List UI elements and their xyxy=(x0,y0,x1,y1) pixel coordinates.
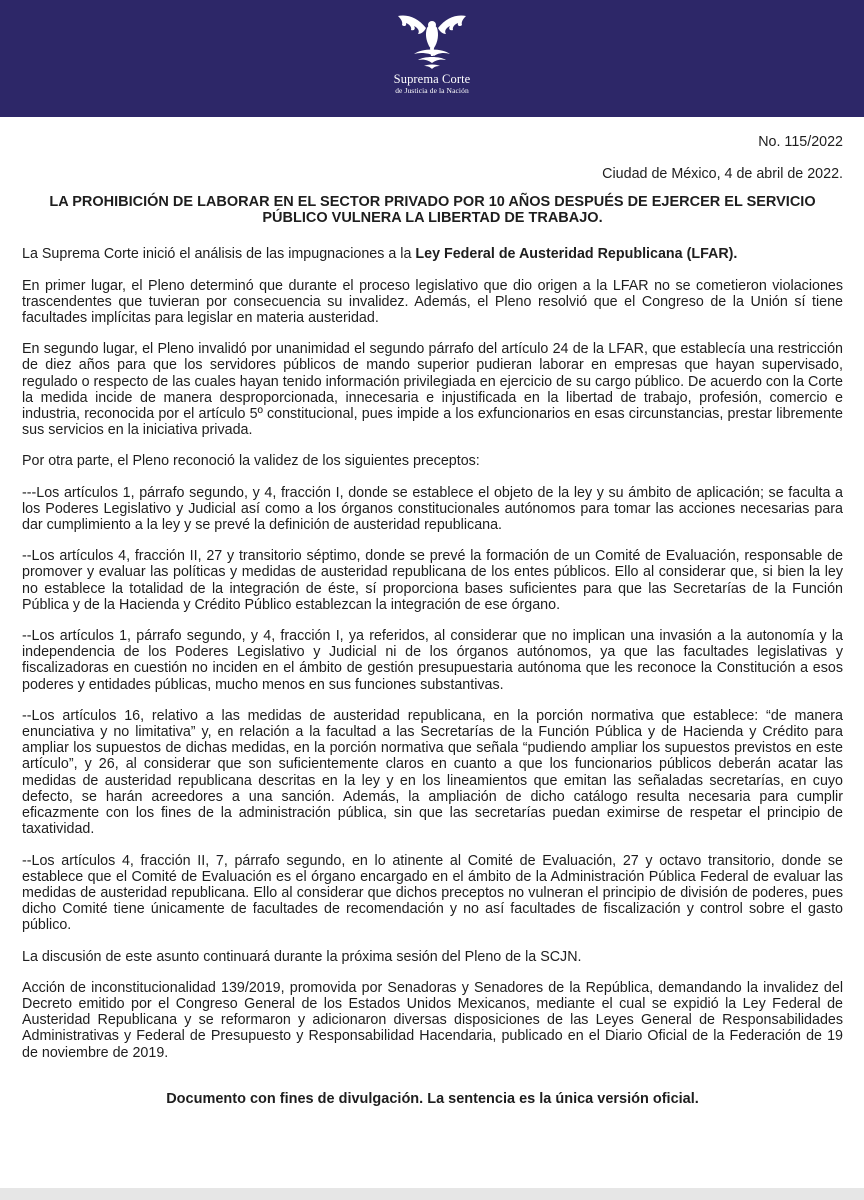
logo-subtitle: de Justicia de la Nación xyxy=(395,86,469,95)
paragraph-next-session: La discusión de este asunto continuará durante la próxima sesión del Pleno de la SCJN. xyxy=(22,948,582,965)
intro-law-name: Ley Federal de Austeridad Republicana (LFAR). xyxy=(415,246,738,263)
press-release-body xyxy=(22,126,843,1107)
release-date: Ciudad de México, 4 de abril de 2022. xyxy=(602,166,843,183)
paragraph-first-point: En primer lugar, el Pleno determinó que durante el proceso legislativo que dio origen a la LFAR no se cometieron violaciones trascendentes que tuvieran por consecuencia su invalidez. Además, el Pleno resolvió que el Congreso de la Unión sí tiene facultades implícitas para legislar en materia austeridad. xyxy=(22,277,843,327)
bottom-edge xyxy=(0,1188,864,1200)
paragraph-articles-1-4: ---Los artículos 1, párrafo segundo, y 4, fracción I, donde se establece el objeto de la ley y su ámbito de aplicación; se faculta a los Poderes Legislativo y Judicial así como a los órganos constitucionales autónomos para tomar las acciones necesarias para dar cumplimiento a la ley y se prevé la definición de austeridad republicana. xyxy=(22,484,843,534)
paragraph-article-16: --Los artículos 16, relativo a las medidas de austeridad republicana, en la porción normativa que establece: “de manera enunciativa y no limitativa” y, en relación a la facultad a las Secretarías de la Función Pública y de Hacienda y Crédito para ampliar los supuestos de dichas medidas, en la porción normativa que señala “pudiendo ampliar los supuestos previstos en este artículo”, y 26, al considerar que son suficientemente claros en cuanto a que los funcionarios públicos deberán acatar las medidas de austeridad republicana descritas en la ley y en los lineamientos que emitan las señaladas secretarías, en cuyo defecto, se harán acreedores a una sanción. Además, la ampliación de dicho catálogo resulta necesaria para cumplir eficazmente con los fines de la administración pública, sin que las secretarías puedan eximirse de respetar el principio de taxatividad. xyxy=(22,707,843,838)
intro-text: La Suprema Corte inició el análisis de las impugnaciones a la xyxy=(22,246,416,263)
paragraph-second-point: En segundo lugar, el Pleno invalidó por unanimidad el segundo párrafo del artículo 24 de la LFAR, que establecía una restricción de diez años para que los servidores públicos de mando superior pudieran laborar en empresas que hayan supervisado, regulado o respecto de las cuales hayan tenido información privilegiada en ejercicio de su cargo público. De acuerdo con la Corte la medida incide de manera desproporcionada, innecesaria e injustificada en la libertad de trabajo, profesión, comercio e industria, reconocida por el artículo 5º constitucional, pues impide a los exfuncionarios en esas circunstancias, prestar libremente sus servicios en la iniciativa privada. xyxy=(22,341,843,439)
paragraph-autonomy: --Los artículos 1, párrafo segundo, y 4, fracción I, ya referidos, al considerar que no implican una invasión a la autonomía y la independencia de los Poderes Legislativo y Judicial ni de los órganos autónomos, ya que las facultades legislativas y fiscalizadoras en cuestión no inciden en el ámbito de gestión presupuestaria autónoma que les reconoce la Constitución a esos poderes y entidades públicas, mucho menos en sus funciones substantivas. xyxy=(22,628,843,693)
intro-paragraph xyxy=(22,246,843,262)
release-number: No. 115/2022 xyxy=(758,134,843,150)
release-title: LA PROHIBICIÓN DE LABORAR EN EL SECTOR PRIVADO POR 10 AÑOS DESPUÉS DE EJERCER EL SERVICIO PÚBLICO VULNERA LA LIBERTAD DE TRABAJO. xyxy=(49,194,816,227)
paragraph-case-reference: Acción de inconstitucionalidad 139/2019, promovida por Senadoras y Senadores de la República, demandando la invalidez del Decreto emitido por el Congreso General de los Estados Unidos Mexicanos, mediante el cual se expidió la Ley Federal de Austeridad Republicana y se reformaron y adicionaron diversas disposiciones de las Leyes General de Responsabilidades Administrativas y Federal de Presupuesto y Responsabilidad Hacendaria, publicado en el Diario Oficial de la Federación de 19 de noviembre de 2019. xyxy=(22,979,843,1061)
scjn-logo xyxy=(378,10,486,106)
paragraph-evaluation-committee: --Los artículos 4, fracción II, 27 y transitorio séptimo, donde se prevé la formación de un Comité de Evaluación, responsable de promover y evaluar las políticas y medidas de austeridad republicana de los entes públicos. Ello al considerar que, si bien la ley no establece la totalidad de la integración de éste, sí proporciona bases suficientes para que las Secretarías de la Función Pública y de la Hacienda y Crédito Público establezcan la integración de ese órgano. xyxy=(22,548,843,613)
paragraph-division-of-powers: --Los artículos 4, fracción II, 7, párrafo segundo, en lo atinente al Comité de Evaluación, 27 y octavo transitorio, donde se establece que el Comité de Evaluación es el órgano encargado en el ámbito de la Administración Pública Federal de evaluar las medidas de austeridad republicana. Ello al considerar que dichos preceptos no vulneran el principio de división de poderes, pues dicho Comité tiene únicamente de facultades de recomendación y no así facultades de fiscalización y control sobre el gasto público. xyxy=(22,852,843,934)
logo-title: Suprema Corte xyxy=(393,72,471,86)
paragraph-validity-intro: Por otra parte, el Pleno reconoció la validez de los siguientes preceptos: xyxy=(22,453,480,470)
header-banner xyxy=(0,0,864,117)
eagle-emblem-icon xyxy=(394,10,470,72)
disclaimer-note: Documento con fines de divulgación. La sentencia es la única versión oficial. xyxy=(166,1090,699,1107)
